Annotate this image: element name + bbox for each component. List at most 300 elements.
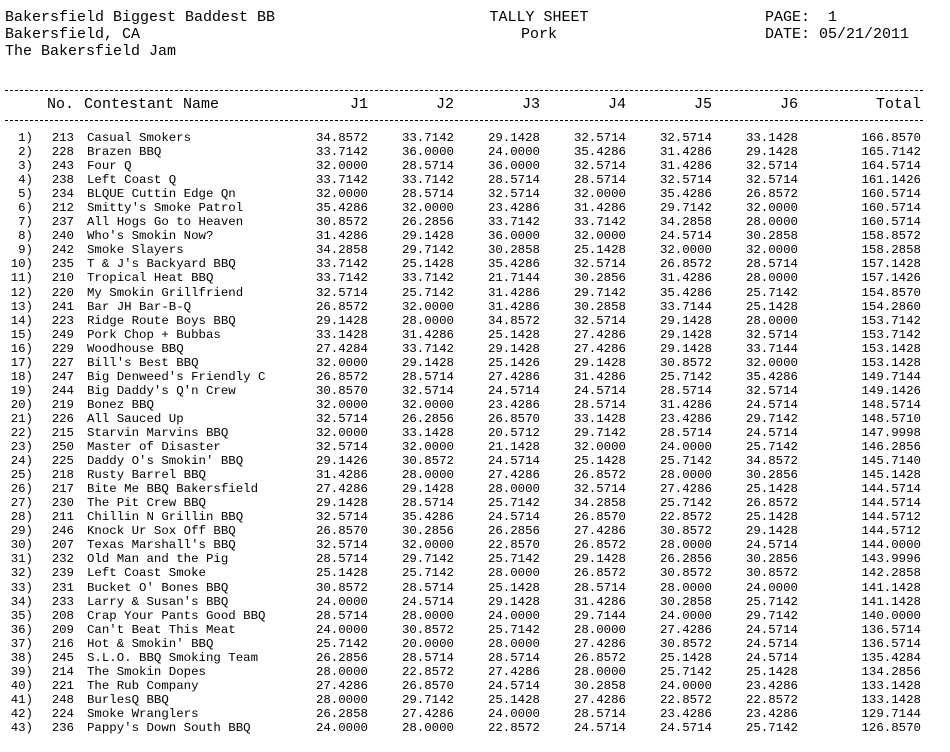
j1-score-cell: 28.0000	[315, 692, 368, 707]
j1-score-cell: 32.5714	[315, 440, 368, 455]
contestant-name-cell: Hot & Smokin' BBQ	[87, 636, 214, 651]
entry-number-cell: 247	[51, 369, 74, 384]
j4-score-cell: 29.7142	[573, 425, 626, 440]
header-divider	[5, 120, 923, 121]
contestant-name-cell: Larry & Susan's BBQ	[87, 594, 229, 609]
j4-score-cell: 25.1428	[573, 454, 626, 469]
j1-score-cell: 28.0000	[315, 664, 368, 679]
j3-score-cell: 22.8572	[487, 720, 540, 735]
j6-score-cell: 25.1428	[745, 510, 798, 525]
rank-cell: 10)	[10, 257, 33, 272]
j3-score-cell: 25.1426	[487, 355, 540, 370]
j5-score-cell: 24.0000	[659, 608, 712, 623]
j4-score-cell: 32.5714	[573, 482, 626, 497]
table-row	[0, 524, 950, 538]
j3-score-cell: 28.5714	[487, 650, 540, 665]
j5-score-cell: 25.7142	[659, 369, 712, 384]
j1-score-cell: 30.8572	[315, 580, 368, 595]
rank-cell: 43)	[10, 720, 33, 735]
j2-score-cell: 35.4286	[401, 510, 454, 525]
col-j3-header: J3	[521, 96, 540, 113]
j3-score-cell: 21.1428	[487, 440, 540, 455]
j3-score-cell: 28.0000	[487, 636, 540, 651]
rank-cell: 39)	[10, 664, 33, 679]
j6-score-cell: 25.7142	[745, 720, 798, 735]
table-row	[0, 328, 950, 342]
j4-score-cell: 29.1428	[573, 552, 626, 567]
table-row	[0, 342, 950, 356]
entry-number-cell: 232	[51, 552, 74, 567]
event-subtitle: The Bakersfield Jam	[5, 43, 177, 60]
j1-score-cell: 32.5714	[315, 285, 368, 300]
rank-cell: 8)	[18, 229, 33, 244]
rank-cell: 29)	[10, 524, 33, 539]
j2-score-cell: 28.5714	[401, 496, 454, 511]
j3-score-cell: 35.4286	[487, 257, 540, 272]
contestant-name-cell: Knock Ur Sox Off BBQ	[87, 524, 236, 539]
j1-score-cell: 25.7142	[315, 636, 368, 651]
j2-score-cell: 28.0000	[401, 608, 454, 623]
j6-score-cell: 23.4286	[745, 678, 798, 693]
total-score-cell: 165.7142	[861, 145, 921, 160]
total-score-cell: 142.2858	[861, 566, 921, 581]
entry-number-cell: 229	[51, 341, 74, 356]
j5-score-cell: 33.7144	[659, 299, 712, 314]
entry-number-cell: 225	[51, 454, 74, 469]
j4-score-cell: 26.8572	[573, 650, 626, 665]
rank-cell: 32)	[10, 566, 33, 581]
total-score-cell: 145.7140	[861, 454, 921, 469]
j3-score-cell: 29.1428	[487, 594, 540, 609]
j4-score-cell: 33.7142	[573, 215, 626, 230]
j2-score-cell: 26.2856	[401, 411, 454, 426]
j4-score-cell: 31.4286	[573, 594, 626, 609]
j4-score-cell: 27.4286	[573, 327, 626, 342]
entry-number-cell: 230	[51, 496, 74, 511]
contestant-name-cell: Left Coast Q	[87, 173, 177, 188]
j3-score-cell: 30.2858	[487, 243, 540, 258]
j6-score-cell: 34.8572	[745, 454, 798, 469]
j1-score-cell: 28.5714	[315, 608, 368, 623]
contestant-name-cell: Starvin Marvins BBQ	[87, 425, 229, 440]
rank-cell: 33)	[10, 580, 33, 595]
entry-number-cell: 224	[51, 706, 74, 721]
j2-score-cell: 28.0000	[401, 720, 454, 735]
j3-score-cell: 23.4286	[487, 397, 540, 412]
j4-score-cell: 26.8570	[573, 510, 626, 525]
total-score-cell: 160.5714	[861, 187, 921, 202]
contestant-name-cell: Texas Marshall's BBQ	[87, 538, 236, 553]
j4-score-cell: 27.4286	[573, 636, 626, 651]
rank-cell: 40)	[10, 678, 33, 693]
contestant-name-cell: Big Daddy's Q'n Crew	[87, 383, 236, 398]
contestant-name-cell: Tropical Heat BBQ	[87, 271, 214, 286]
j5-score-cell: 24.0000	[659, 440, 712, 455]
j5-score-cell: 31.4286	[659, 159, 712, 174]
j1-score-cell: 26.8572	[315, 369, 368, 384]
contestant-name-cell: Daddy O's Smokin' BBQ	[87, 454, 244, 469]
table-row	[0, 173, 950, 187]
j5-score-cell: 28.0000	[659, 580, 712, 595]
j5-score-cell: 29.1428	[659, 313, 712, 328]
total-score-cell: 149.1426	[861, 383, 921, 398]
total-score-cell: 146.2856	[861, 440, 921, 455]
j2-score-cell: 36.0000	[401, 145, 454, 160]
j2-score-cell: 32.0000	[401, 397, 454, 412]
j1-score-cell: 27.4286	[315, 482, 368, 497]
j3-score-cell: 25.1428	[487, 327, 540, 342]
total-score-cell: 153.7142	[861, 313, 921, 328]
contestant-name-cell: Bite Me BBQ Bakersfield	[87, 482, 259, 497]
entry-number-cell: 250	[51, 440, 74, 455]
j2-score-cell: 20.0000	[401, 636, 454, 651]
rank-cell: 41)	[10, 692, 33, 707]
j4-score-cell: 30.2858	[573, 678, 626, 693]
sheet-title: TALLY SHEET	[489, 9, 589, 26]
table-row	[0, 538, 950, 552]
j3-score-cell: 20.5712	[487, 425, 540, 440]
entry-number-cell: 226	[51, 411, 74, 426]
rank-cell: 4)	[18, 173, 33, 188]
j4-score-cell: 28.5714	[573, 580, 626, 595]
table-row	[0, 271, 950, 285]
table-row	[0, 201, 950, 215]
j1-score-cell: 33.7142	[315, 145, 368, 160]
rank-cell: 19)	[10, 383, 33, 398]
j1-score-cell: 29.1426	[315, 454, 368, 469]
entry-number-cell: 215	[51, 425, 74, 440]
entry-number-cell: 227	[51, 355, 74, 370]
rank-cell: 35)	[10, 608, 33, 623]
j3-score-cell: 28.0000	[487, 482, 540, 497]
entry-number-cell: 228	[51, 145, 74, 160]
j1-score-cell: 29.1428	[315, 496, 368, 511]
table-row	[0, 679, 950, 693]
entry-number-cell: 234	[51, 187, 74, 202]
rank-cell: 11)	[10, 271, 33, 286]
j4-score-cell: 33.1428	[573, 411, 626, 426]
rank-cell: 13)	[10, 299, 33, 314]
j6-score-cell: 28.5714	[745, 257, 798, 272]
rank-cell: 18)	[10, 369, 33, 384]
entry-number-cell: 212	[51, 201, 74, 216]
j5-score-cell: 30.8572	[659, 636, 712, 651]
rank-cell: 24)	[10, 454, 33, 469]
j6-score-cell: 30.2856	[745, 468, 798, 483]
total-score-cell: 148.5710	[861, 411, 921, 426]
total-score-cell: 149.7144	[861, 369, 921, 384]
j3-score-cell: 26.8570	[487, 411, 540, 426]
contestant-name-cell: Woodhouse BBQ	[87, 341, 184, 356]
rank-cell: 21)	[10, 411, 33, 426]
rank-cell: 2)	[18, 145, 33, 160]
j6-score-cell: 28.0000	[745, 215, 798, 230]
j6-score-cell: 35.4286	[745, 369, 798, 384]
table-row	[0, 145, 950, 159]
j1-score-cell: 33.1428	[315, 327, 368, 342]
j4-score-cell: 31.4286	[573, 369, 626, 384]
contestant-name-cell: All Hogs Go to Heaven	[87, 215, 244, 230]
j6-score-cell: 28.0000	[745, 313, 798, 328]
table-row	[0, 243, 950, 257]
rank-cell: 22)	[10, 425, 33, 440]
total-score-cell: 144.5714	[861, 482, 921, 497]
total-score-cell: 144.5712	[861, 510, 921, 525]
j3-score-cell: 27.4286	[487, 664, 540, 679]
rank-cell: 1)	[18, 131, 33, 145]
j3-score-cell: 27.4286	[487, 468, 540, 483]
j2-score-cell: 32.0000	[401, 538, 454, 553]
rank-cell: 37)	[10, 636, 33, 651]
j5-score-cell: 32.5714	[659, 173, 712, 188]
col-j1-header: J1	[349, 96, 368, 113]
table-row	[0, 510, 950, 524]
table-row	[0, 651, 950, 665]
j1-score-cell: 32.0000	[315, 425, 368, 440]
j2-score-cell: 32.0000	[401, 440, 454, 455]
entry-number-cell: 207	[51, 538, 74, 553]
j5-score-cell: 28.5714	[659, 425, 712, 440]
j6-score-cell: 26.8572	[745, 496, 798, 511]
contestant-name-cell: Crap Your Pants Good BBQ	[87, 608, 266, 623]
j3-score-cell: 27.4286	[487, 369, 540, 384]
rank-cell: 15)	[10, 327, 33, 342]
col-total-header: Total	[875, 96, 921, 113]
j3-score-cell: 24.5714	[487, 383, 540, 398]
j3-score-cell: 21.7144	[487, 271, 540, 286]
j2-score-cell: 33.7142	[401, 271, 454, 286]
table-row	[0, 286, 950, 300]
j3-score-cell: 25.7142	[487, 622, 540, 637]
total-score-cell: 126.8570	[861, 720, 921, 735]
j1-score-cell: 33.7142	[315, 257, 368, 272]
total-score-cell: 141.1428	[861, 594, 921, 609]
j4-score-cell: 32.5714	[573, 313, 626, 328]
j4-score-cell: 32.0000	[573, 229, 626, 244]
entry-number-cell: 231	[51, 580, 74, 595]
j4-score-cell: 28.5714	[573, 706, 626, 721]
j4-score-cell: 32.0000	[573, 440, 626, 455]
j3-score-cell: 24.5714	[487, 510, 540, 525]
table-row	[0, 440, 950, 454]
contestant-name-cell: Smitty's Smoke Patrol	[87, 201, 244, 216]
table-row	[0, 187, 950, 201]
j1-score-cell: 30.8572	[315, 215, 368, 230]
contestant-name-cell: T & J's Backyard BBQ	[87, 257, 236, 272]
total-score-cell: 144.5714	[861, 496, 921, 511]
table-row	[0, 623, 950, 637]
rank-cell: 23)	[10, 440, 33, 455]
entry-number-cell: 213	[51, 131, 74, 145]
sheet-date: DATE: 05/21/2011	[765, 26, 910, 43]
contestant-name-cell: S.L.O. BBQ Smoking Team	[87, 650, 259, 665]
contestant-name-cell: Chillin N Grillin BBQ	[87, 510, 244, 525]
j4-score-cell: 34.2858	[573, 496, 626, 511]
table-row	[0, 454, 950, 468]
j4-score-cell: 32.5714	[573, 131, 626, 145]
sheet-category: Pork	[520, 26, 557, 43]
j6-score-cell: 32.5714	[745, 173, 798, 188]
j3-score-cell: 36.0000	[487, 159, 540, 174]
j6-score-cell: 25.1428	[745, 482, 798, 497]
j1-score-cell: 24.0000	[315, 720, 368, 735]
total-score-cell: 136.5714	[861, 636, 921, 651]
entry-number-cell: 245	[51, 650, 74, 665]
rank-cell: 34)	[10, 594, 33, 609]
contestant-name-cell: Big Denweed's Friendly C	[87, 369, 266, 384]
contestant-name-cell: Master of Disaster	[87, 440, 221, 455]
total-score-cell: 154.2860	[861, 299, 921, 314]
j3-score-cell: 31.4286	[487, 299, 540, 314]
j5-score-cell: 24.0000	[659, 678, 712, 693]
j2-score-cell: 28.5714	[401, 159, 454, 174]
table-row	[0, 581, 950, 595]
j5-score-cell: 32.0000	[659, 243, 712, 258]
j4-score-cell: 29.1428	[573, 355, 626, 370]
j3-score-cell: 23.4286	[487, 201, 540, 216]
col-j2-header: J2	[435, 96, 454, 113]
entry-number-cell: 214	[51, 664, 74, 679]
total-score-cell: 160.5714	[861, 201, 921, 216]
entry-number-cell: 237	[51, 215, 74, 230]
entry-number-cell: 239	[51, 566, 74, 581]
j1-score-cell: 32.5714	[315, 510, 368, 525]
j2-score-cell: 29.7142	[401, 243, 454, 258]
j1-score-cell: 26.8572	[315, 299, 368, 314]
j1-score-cell: 26.2856	[315, 650, 368, 665]
j2-score-cell: 25.7142	[401, 285, 454, 300]
j1-score-cell: 33.7142	[315, 173, 368, 188]
total-score-cell: 144.5712	[861, 524, 921, 539]
j2-score-cell: 30.8572	[401, 454, 454, 469]
entry-number-cell: 235	[51, 257, 74, 272]
j4-score-cell: 32.5714	[573, 159, 626, 174]
top-divider	[5, 90, 923, 91]
rank-cell: 38)	[10, 650, 33, 665]
contestant-name-cell: Bucket O' Bones BBQ	[87, 580, 229, 595]
table-row	[0, 229, 950, 243]
j5-score-cell: 25.7142	[659, 454, 712, 469]
contestant-name-cell: Casual Smokers	[87, 131, 192, 145]
j4-score-cell: 28.5714	[573, 397, 626, 412]
j5-score-cell: 27.4286	[659, 622, 712, 637]
j4-score-cell: 30.2856	[573, 271, 626, 286]
j5-score-cell: 24.5714	[659, 229, 712, 244]
j4-score-cell: 24.5714	[573, 383, 626, 398]
contestant-name-cell: Bill's Best BBQ	[87, 355, 199, 370]
j1-score-cell: 29.1428	[315, 313, 368, 328]
j6-score-cell: 24.5714	[745, 622, 798, 637]
contestant-name-cell: The Pit Crew BBQ	[87, 496, 206, 511]
j4-score-cell: 25.1428	[573, 243, 626, 258]
j6-score-cell: 32.5714	[745, 327, 798, 342]
j6-score-cell: 25.1428	[745, 664, 798, 679]
j2-score-cell: 24.5714	[401, 594, 454, 609]
j4-score-cell: 24.5714	[573, 720, 626, 735]
table-row	[0, 426, 950, 440]
j6-score-cell: 29.7142	[745, 608, 798, 623]
j6-score-cell: 23.4286	[745, 706, 798, 721]
total-score-cell: 144.0000	[861, 538, 921, 553]
contestant-name-cell: Smoke Slayers	[87, 243, 184, 258]
contestant-name-cell: The Rub Company	[87, 678, 199, 693]
rank-cell: 9)	[18, 243, 33, 258]
j3-score-cell: 34.8572	[487, 313, 540, 328]
j5-score-cell: 28.0000	[659, 468, 712, 483]
j6-score-cell: 32.5714	[745, 383, 798, 398]
j6-score-cell: 29.1428	[745, 145, 798, 160]
j6-score-cell: 32.5714	[745, 159, 798, 174]
j6-score-cell: 24.5714	[745, 397, 798, 412]
j6-score-cell: 30.8572	[745, 566, 798, 581]
j4-score-cell: 26.8572	[573, 538, 626, 553]
table-row	[0, 637, 950, 651]
j2-score-cell: 25.1428	[401, 257, 454, 272]
j1-score-cell: 31.4286	[315, 468, 368, 483]
table-row	[0, 314, 950, 328]
j4-score-cell: 30.2858	[573, 299, 626, 314]
total-score-cell: 135.4284	[861, 650, 921, 665]
j2-score-cell: 28.0000	[401, 313, 454, 328]
contestant-name-cell: BLQUE Cuttin Edge Qn	[87, 187, 236, 202]
j2-score-cell: 33.7142	[401, 131, 454, 145]
j5-score-cell: 30.8572	[659, 524, 712, 539]
rank-cell: 5)	[18, 187, 33, 202]
entry-number-cell: 221	[51, 678, 74, 693]
j6-score-cell: 28.0000	[745, 271, 798, 286]
total-score-cell: 157.1426	[861, 271, 921, 286]
contestant-name-cell: Four Q	[87, 159, 132, 174]
rank-cell: 14)	[10, 313, 33, 328]
j4-score-cell: 32.0000	[573, 187, 626, 202]
contestant-name-cell: Brazen BBQ	[87, 145, 162, 160]
j3-score-cell: 25.1428	[487, 692, 540, 707]
table-row	[0, 707, 950, 721]
j3-score-cell: 26.2856	[487, 524, 540, 539]
rank-cell: 16)	[10, 341, 33, 356]
j5-score-cell: 35.4286	[659, 285, 712, 300]
j3-score-cell: 24.5714	[487, 678, 540, 693]
rank-cell: 31)	[10, 552, 33, 567]
total-score-cell: 148.5714	[861, 397, 921, 412]
j3-score-cell: 29.1428	[487, 341, 540, 356]
contestant-name-cell: Smoke Wranglers	[87, 706, 199, 721]
j2-score-cell: 28.5714	[401, 580, 454, 595]
j2-score-cell: 32.0000	[401, 299, 454, 314]
j5-score-cell: 27.4286	[659, 482, 712, 497]
total-score-cell: 133.1428	[861, 678, 921, 693]
entry-number-cell: 219	[51, 397, 74, 412]
table-row	[0, 721, 950, 735]
total-score-cell: 153.1428	[861, 355, 921, 370]
j3-score-cell: 25.7142	[487, 552, 540, 567]
j5-score-cell: 31.4286	[659, 145, 712, 160]
j6-score-cell: 32.0000	[745, 201, 798, 216]
j4-score-cell: 35.4286	[573, 145, 626, 160]
j1-score-cell: 28.5714	[315, 552, 368, 567]
j2-score-cell: 28.5714	[401, 187, 454, 202]
total-score-cell: 166.8570	[861, 131, 921, 145]
rank-cell: 27)	[10, 496, 33, 511]
entry-number-cell: 243	[51, 159, 74, 174]
total-score-cell: 129.7144	[861, 706, 921, 721]
contestant-name-cell: All Sauced Up	[87, 411, 184, 426]
total-score-cell: 133.1428	[861, 692, 921, 707]
j3-score-cell: 24.0000	[487, 608, 540, 623]
tally-table	[0, 131, 950, 735]
j6-score-cell: 25.7142	[745, 440, 798, 455]
table-row	[0, 482, 950, 496]
